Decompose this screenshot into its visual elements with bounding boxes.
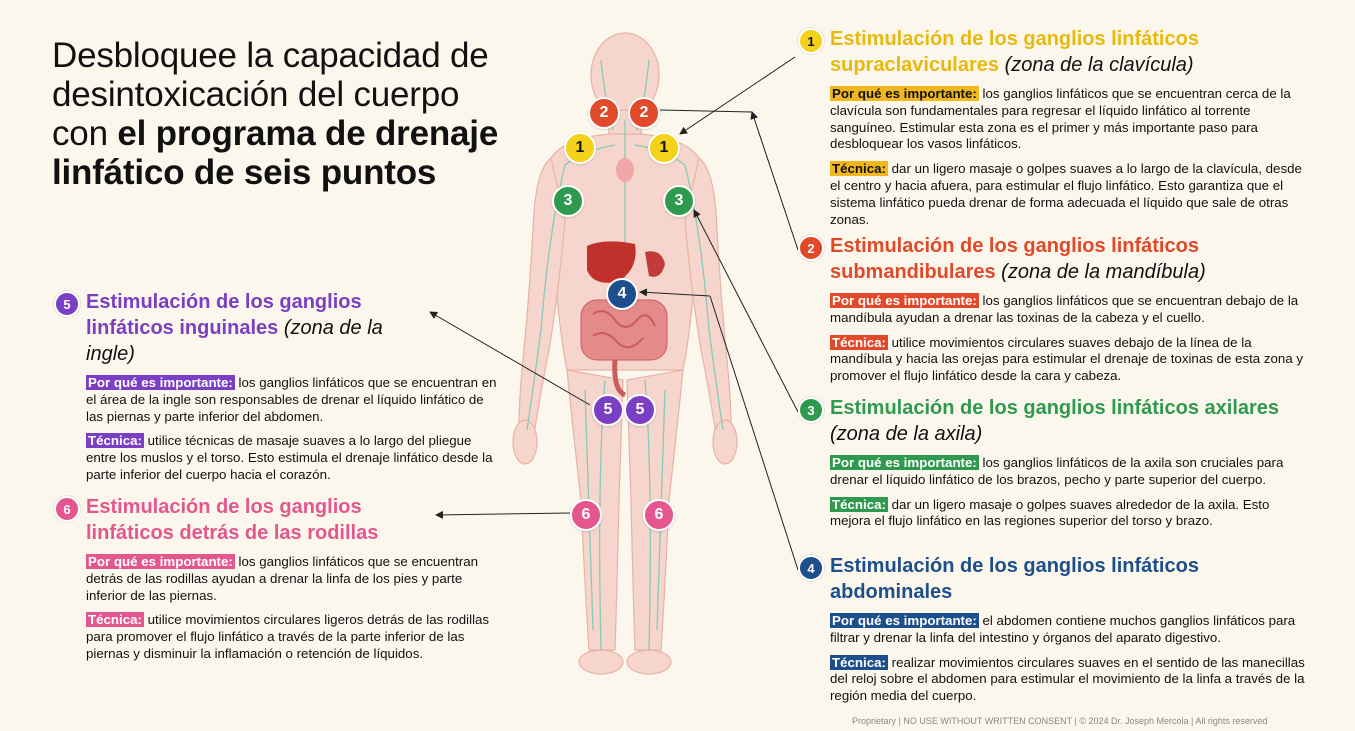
section-1-supraclavicular: [798, 26, 1313, 228]
section-2-header: [798, 233, 1313, 285]
marker-1-right: 1: [648, 132, 680, 164]
section-1-header: [798, 26, 1313, 78]
marker-6-left: 6: [570, 499, 602, 531]
title-bold: el programa de drenaje linfático de seis puntos: [52, 114, 499, 192]
section-2-heading: Estimulación de los ganglios linfáticos submandibulares (zona de la mandíbula): [830, 235, 1206, 283]
arrow-2: [752, 112, 798, 250]
marker-4: 4: [606, 278, 638, 310]
section-6-header: [54, 494, 499, 546]
section-3-heading: Estimulación de los ganglios linfáticos axilares (zona de la axila): [830, 397, 1280, 445]
marker-6-right: 6: [643, 499, 675, 531]
section-6-tech: Técnica: utilice movimientos circulares ligeros detrás de las rodillas para promover el flujo linfático a través de la parte inferior de las piernas y disminuir la inflamación o retención de líquidos.: [86, 612, 490, 661]
why-label: Por qué es importante:: [832, 613, 977, 628]
section-3-sub: (zona de la axila): [830, 423, 983, 445]
tech-label: Técnica:: [832, 496, 886, 512]
marker-5-left: 5: [592, 394, 624, 426]
badge-4: 4: [798, 555, 824, 581]
marker-2-left: 2: [588, 97, 620, 129]
section-6-why: Por qué es importante: los ganglios linfáticos que se encuentran detrás de las rodillas ayudan a drenar la linfa de los pies y parte inferior de las piernas.: [86, 554, 479, 603]
badge-1: 1: [798, 28, 824, 54]
section-1-heading: Estimulación de los ganglios linfáticos supraclaviculares (zona de la clavícula): [830, 28, 1199, 76]
copyright-footer: Proprietary | NO USE WITHOUT WRITTEN CONSENT | © 2024 Dr. Joseph Mercola | All rights reserved: [852, 716, 1268, 726]
tech-label: Técnica:: [88, 612, 142, 628]
tech-label: Técnica:: [832, 334, 886, 350]
badge-5: 5: [54, 291, 80, 317]
section-5-heading: Estimulación de los ganglios linfáticos inguinales (zona de la ingle): [86, 291, 383, 365]
section-4-tech: Técnica: realizar movimientos circulares suaves en el sentido de las manecillas del reloj sobre el abdomen para estimular el movimiento de la linfa a través de la región media del cuerpo.: [830, 654, 1305, 704]
badge-2: 2: [798, 235, 824, 261]
section-5-sub: (zona de la ingle): [86, 317, 383, 365]
section-5-header: [54, 289, 499, 367]
tech-label: Técnica:: [88, 433, 142, 449]
why-label: Por qué es importante:: [832, 293, 977, 308]
marker-3-right: 3: [663, 185, 695, 217]
section-1-sub: (zona de la clavícula): [1004, 54, 1194, 76]
why-label: Por qué es importante:: [832, 455, 977, 470]
page-title: [52, 36, 512, 192]
why-label: Por qué es importante:: [832, 86, 977, 101]
section-3-header: [798, 395, 1313, 447]
section-5-inguinal: [54, 289, 499, 484]
badge-3: 3: [798, 397, 824, 423]
badge-6: 6: [54, 496, 80, 522]
section-3-why: Por qué es importante: los ganglios linfáticos de la axila son cruciales para drenar el líquido linfático de los brazos, pecho y parte superior del cuerpo.: [830, 455, 1284, 487]
section-2-tech: Técnica: utilice movimientos circulares suaves debajo de la línea de la mandíbula y hacia las orejas para estimular el drenaje de toxinas de esta zona y promover el flujo linfático desde la cara y cabeza.: [830, 334, 1304, 384]
section-1-tech: Técnica: dar un ligero masaje o golpes suaves a lo largo de la clavícula, desde el centro y hacia afuera, para estimular el flujo linfático. Esto garantiza que el sistema linfático pueda drenar de forma adecuada el líquido que sale de otras zonas.: [830, 161, 1302, 227]
section-4-abdominal: [798, 553, 1313, 705]
marker-1-left: 1: [564, 132, 596, 164]
section-6-heading: Estimulación de los ganglios linfáticos detrás de las rodillas: [86, 496, 379, 544]
section-1-why: Por qué es importante: los ganglios linfáticos que se encuentran cerca de la clavícula son fundamentales para regresar el líquido linfático al torrente sanguíneo. Estimular esta zona es el primer y más importante paso para desbloquear los vasos linfáticos.: [830, 86, 1291, 152]
section-2-why: Por qué es importante: los ganglios linfáticos que se encuentran debajo de la mandíbula ayudan a drenar las toxinas de la cabeza y el cuello.: [830, 293, 1299, 325]
tech-label: Técnica:: [832, 654, 886, 670]
section-4-why: Por qué es importante: el abdomen contiene muchos ganglios linfáticos para filtrar y drenar la linfa del intestino y órganos del aparato digestivo.: [830, 613, 1296, 645]
human-body-illustration: [505, 30, 745, 685]
section-6-popliteal: [54, 494, 499, 663]
marker-2-right: 2: [628, 97, 660, 129]
why-label: Por qué es importante:: [88, 554, 233, 569]
section-3-tech: Técnica: dar un ligero masaje o golpes suaves alrededor de la axila. Esto mejora el flujo linfático en las regiones superior del torso y brazo.: [830, 496, 1270, 529]
section-5-why: Por qué es importante: los ganglios linfáticos que se encuentran en el área de la ingle son responsables de drenar el líquido linfático de las piernas y parte inferior del abdomen.: [86, 375, 497, 424]
section-2-sub: (zona de la mandíbula): [1001, 261, 1206, 283]
marker-3-left: 3: [552, 185, 584, 217]
section-2-submandibular: [798, 233, 1313, 385]
title-plain: Desbloquee la capacidad de desintoxicación del cuerpo con: [52, 36, 489, 153]
tech-label: Técnica:: [832, 161, 886, 177]
section-3-axillary: [798, 395, 1313, 530]
section-4-heading: Estimulación de los ganglios linfáticos abdominales: [830, 555, 1199, 603]
why-label: Por qué es importante:: [88, 375, 233, 390]
section-5-tech: Técnica: utilice técnicas de masaje suaves a lo largo del pliegue entre los muslos y el torso. Esto estimula el drenaje linfático desde la parte inferior del cuerpo hacia el corazón.: [86, 433, 493, 482]
marker-5-right: 5: [624, 394, 656, 426]
section-4-header: [798, 553, 1313, 605]
